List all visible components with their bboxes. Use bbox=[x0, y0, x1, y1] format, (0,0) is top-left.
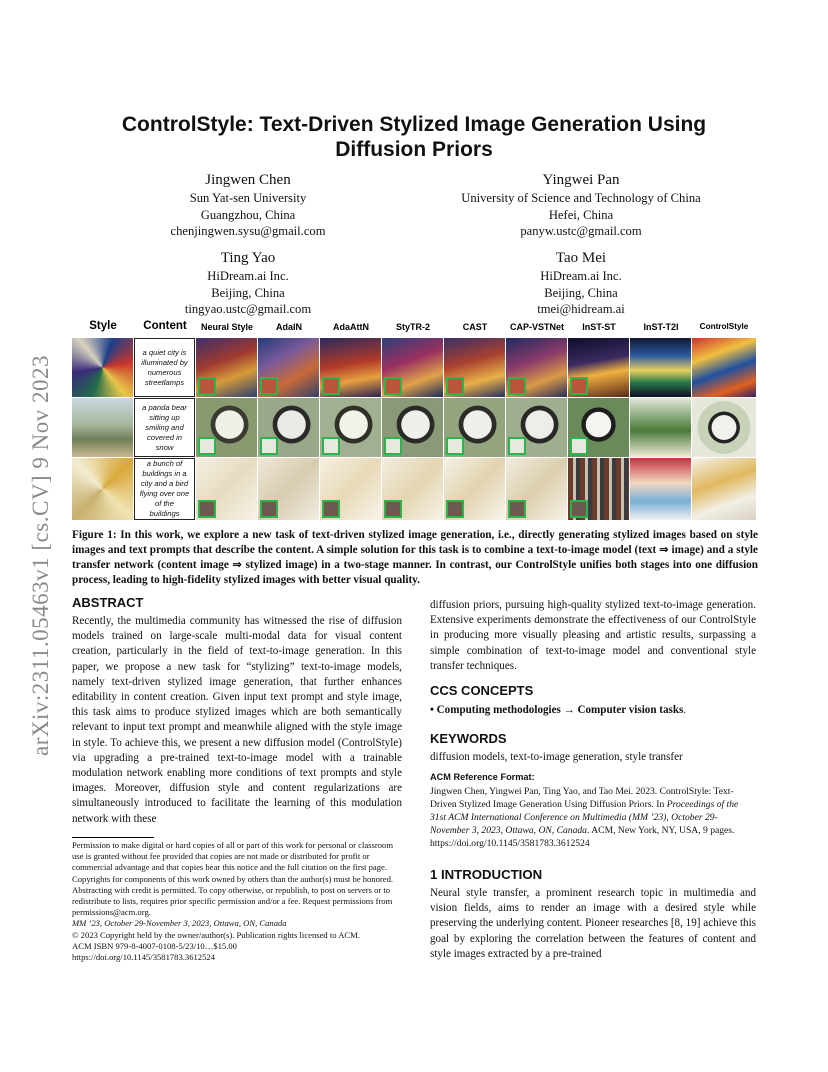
arxiv-stamp: arXiv:2311.05463v1 [cs.CV] 9 Nov 2023 bbox=[28, 355, 53, 756]
col-header-neural-style: Neural Style bbox=[200, 322, 254, 332]
author-name: Tao Mei bbox=[555, 250, 607, 266]
content-thumbnail bbox=[446, 500, 464, 518]
result-inst-t2i-3 bbox=[630, 458, 691, 520]
content-thumbnail bbox=[198, 437, 216, 455]
style-image-kandinsky bbox=[72, 338, 133, 397]
result-inst-t2i-2 bbox=[630, 398, 691, 457]
author-location: Guangzhou, China bbox=[200, 207, 296, 222]
author-location: Hefei, China bbox=[548, 207, 614, 222]
style-image-landscape bbox=[72, 398, 133, 457]
content-thumbnail bbox=[570, 500, 588, 518]
conference-line: MM ’23, October 29-November 3, 2023, Ottawa, ON, Canada bbox=[72, 918, 287, 929]
author-affiliation: University of Science and Technology of China bbox=[461, 191, 701, 205]
author-name: Yingwei Pan bbox=[542, 172, 620, 188]
author-email: chenjingwen.sysu@gmail.com bbox=[170, 224, 326, 238]
keywords-heading: KEYWORDS bbox=[430, 731, 507, 746]
col-header-cast: CAST bbox=[462, 322, 488, 332]
abstract-text-continued: diffusion priors, pursuing high-quality stylized text-to-image generation. Extensive experiments demonstrate the effectiveness of our ControlStyle in producing more visually pleasing and artistic results, surpassing a simple combination of text-to-image model and conventional style transfer techniques. bbox=[430, 599, 756, 672]
content-thumbnail bbox=[322, 500, 340, 518]
abstract-text: Recently, the multimedia community has witnessed the rise of diffusion models trained on large-scale multi-modal data for visual content creation, particularly in the field of text-to-image generation. In this paper, we propose a new task for “stylizing” text-to-image models, namely text-driven stylized image generation, that further enhances editability in content creation. Given input text prompt and style image, this task aims to produce stylized images which are both semantically relevant to input text prompt and meanwhile aligned with the style image in style. To achieve this, we present a new diffusion model (ControlStyle) via upgrading a pre-trained text-to-image model with a trainable modulation network enabling more conditions of text prompts and style images. Moreover, diffusion style and content regularizations are simultaneously introduced to facilitate the learning of this modulation network with these bbox=[72, 615, 402, 825]
content-prompt-2: a panda bear sitting up smiling and covered in snow bbox=[134, 398, 195, 457]
author-email: tingyao.ustc@gmail.com bbox=[184, 302, 312, 316]
content-thumbnail bbox=[446, 377, 464, 395]
author-block-1 bbox=[138, 171, 358, 240]
title-line-1: ControlStyle: Text-Driven Stylized Image Generation Using bbox=[121, 113, 707, 136]
ccs-heading: CCS CONCEPTS bbox=[430, 683, 534, 698]
isbn-line: ACM ISBN 979-8-4007-0108-5/23/10…$15.00 bbox=[72, 940, 237, 951]
author-block-4 bbox=[440, 249, 722, 318]
style-image-geometric bbox=[72, 458, 133, 520]
permission-text: Permission to make digital or hard copies of all or part of this work for personal or classroom use is granted without fee provided that copies are not made or distributed for profit or commercial advantage and that copies bear this notice and the full citation on the first page. Copyrights for components of this work owned by others than the author(s) must be honored. Abstracting with credit is permitted. To copy otherwise, or republish, to post on servers or to redistribute to lists, requires prior specific permission and/or a fee. Request permissions from permissions@acm.org. bbox=[72, 840, 394, 918]
title-line-2: Diffusion Priors bbox=[335, 138, 493, 161]
col-header-inst-st: InST-ST bbox=[582, 322, 616, 332]
footnote-rule bbox=[72, 837, 154, 838]
col-header-stytr2: StyTR-2 bbox=[395, 322, 430, 332]
author-block-3 bbox=[138, 249, 358, 318]
content-thumbnail bbox=[384, 377, 402, 395]
author-location: Beijing, China bbox=[211, 285, 285, 300]
result-controlstyle-1 bbox=[692, 338, 756, 397]
author-email: panyw.ustc@gmail.com bbox=[520, 224, 642, 238]
content-thumbnail bbox=[260, 437, 278, 455]
content-thumbnail bbox=[508, 437, 526, 455]
abstract-heading: ABSTRACT bbox=[72, 595, 144, 610]
content-thumbnail bbox=[570, 437, 588, 455]
content-prompt-3: a bunch of buildings in a city and a bird flying over one of the buildings bbox=[134, 458, 195, 520]
content-thumbnail bbox=[198, 377, 216, 395]
keywords-text: diffusion models, text-to-image generation, style transfer bbox=[430, 751, 683, 763]
content-thumbnail bbox=[508, 500, 526, 518]
col-header-controlstyle: ControlStyle bbox=[699, 322, 749, 331]
content-prompt-1: a quiet city is illuminated by numerous streetlamps bbox=[134, 338, 195, 397]
content-thumbnail bbox=[322, 377, 340, 395]
intro-heading: 1 INTRODUCTION bbox=[430, 867, 543, 882]
permission-notice bbox=[72, 840, 402, 963]
result-inst-t2i-1 bbox=[630, 338, 691, 397]
content-thumbnail bbox=[260, 377, 278, 395]
result-controlstyle-2 bbox=[692, 398, 756, 457]
col-header-adaattn: AdaAttN bbox=[333, 322, 369, 332]
doi-line: https://doi.org/10.1145/3581783.3612524 bbox=[72, 952, 215, 963]
content-thumbnail bbox=[322, 437, 340, 455]
content-thumbnail bbox=[384, 500, 402, 518]
col-header-style: Style bbox=[89, 320, 117, 332]
content-thumbnail bbox=[384, 437, 402, 455]
content-thumbnail bbox=[570, 377, 588, 395]
col-header-inst-t2i: InST-T2I bbox=[643, 322, 679, 332]
content-thumbnail bbox=[260, 500, 278, 518]
acm-reference: Jingwen Chen, Yingwei Pan, Ting Yao, and Tao Mei. 2023. ControlStyle: Text-Driven Stylized Image Generation Using Diffusion Priors. In Proceedings of the 31st ACM International Conference on Multimedia (MM ’23), October 29-November 3, 2023, Ottawa, ON, Canada. ACM, New York, NY, USA, 9 pages. https://doi.org/10.1145/3581783.3612524 bbox=[430, 786, 739, 849]
ccs-bullet: • Computing methodologies → Computer vision tasks bbox=[430, 704, 684, 716]
author-affiliation: HiDream.ai Inc. bbox=[540, 269, 622, 283]
author-name: Jingwen Chen bbox=[205, 172, 291, 188]
author-block-2 bbox=[440, 171, 722, 240]
col-header-adain: AdaIN bbox=[275, 322, 302, 332]
col-header-cap-vstnet: CAP-VSTNet bbox=[509, 322, 564, 332]
author-affiliation: Sun Yat-sen University bbox=[189, 191, 307, 205]
acm-ref-heading: ACM Reference Format: bbox=[430, 772, 535, 782]
author-location: Beijing, China bbox=[544, 285, 618, 300]
content-thumbnail bbox=[508, 377, 526, 395]
intro-text: Neural style transfer, a prominent research topic in multimedia and vision fields, aims to render an image with a desired style while preserving the underlying content. Pioneer researches [8, 19] achieve this goal by exploring the correlation between the features of content and style images extracted by a pre-trained bbox=[430, 887, 756, 960]
copyright-line: © 2023 Copyright held by the owner/author(s). Publication rights licensed to ACM. bbox=[72, 929, 360, 940]
ccs-concepts bbox=[430, 703, 756, 718]
result-controlstyle-3 bbox=[692, 458, 756, 520]
paper-title bbox=[60, 112, 768, 162]
content-thumbnail bbox=[198, 500, 216, 518]
author-email: tmei@hidream.ai bbox=[537, 302, 625, 316]
author-name: Ting Yao bbox=[220, 250, 276, 266]
col-header-content: Content bbox=[143, 320, 187, 332]
content-thumbnail bbox=[446, 437, 464, 455]
figure-caption: Figure 1: In this work, we explore a new task of text-driven stylized image generation, i.e., directly generating stylized images based on style images and text prompts that describe the content. A simple solution for this task is to combine a text-to-image model (text ⇒ image) and a style transfer network (content image ⇒ stylized image) in a two-stage manner. In contrast, our ControlStyle unifies both stages into one diffusion process, leading to high-fidelity stylized images with better visual quality. bbox=[72, 529, 758, 586]
author-affiliation: HiDream.ai Inc. bbox=[207, 269, 289, 283]
ccs-period: . bbox=[683, 704, 687, 716]
